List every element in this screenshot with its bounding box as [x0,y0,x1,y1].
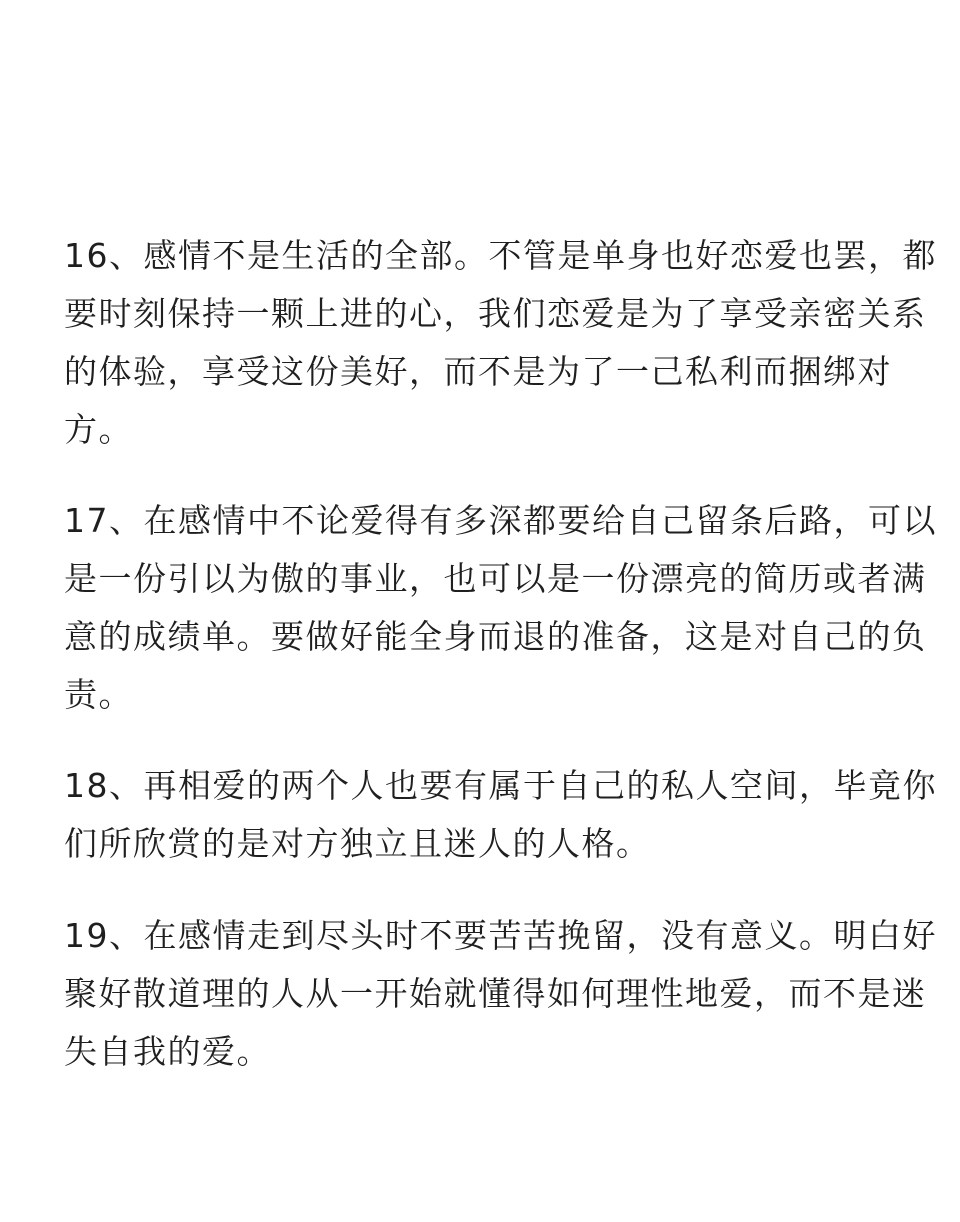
paragraph-line: 责。 [64,675,133,714]
paragraph-line: 的体验，享受这份美好，而不是为了一己私利而捆绑对 [64,352,892,391]
paragraph-line: 是一份引以为傲的事业，也可以是一份漂亮的简历或者满 [64,559,927,598]
paragraph-line: 意的成绩单。要做好能全身而退的准备，这是对自己的负 [64,617,927,656]
paragraph-16 [64,227,937,459]
paragraph-line: 聚好散道理的人从一开始就懂得如何理性地爱，而不是迷 [64,974,927,1013]
paragraph-line: 要时刻保持一颗上进的心，我们恋爱是为了享受亲密关系 [64,294,927,333]
paragraph-17 [64,492,937,724]
paragraph-line: 失自我的爱。 [64,1032,271,1071]
paragraph-line: 16、感情不是生活的全部。不管是单身也好恋爱也罢，都 [64,236,937,275]
paragraph-19 [64,907,937,1081]
paragraph-line: 方。 [64,410,133,449]
paragraph-18 [64,757,937,873]
paragraph-line: 19、在感情走到尽头时不要苦苦挽留，没有意义。明白好 [64,916,937,955]
paragraph-line: 17、在感情中不论爱得有多深都要给自己留条后路，可以 [64,501,937,540]
paragraph-line: 18、再相爱的两个人也要有属于自己的私人空间，毕竟你 [64,766,937,805]
paragraph-line: 们所欣赏的是对方独立且迷人的人格。 [64,824,651,863]
